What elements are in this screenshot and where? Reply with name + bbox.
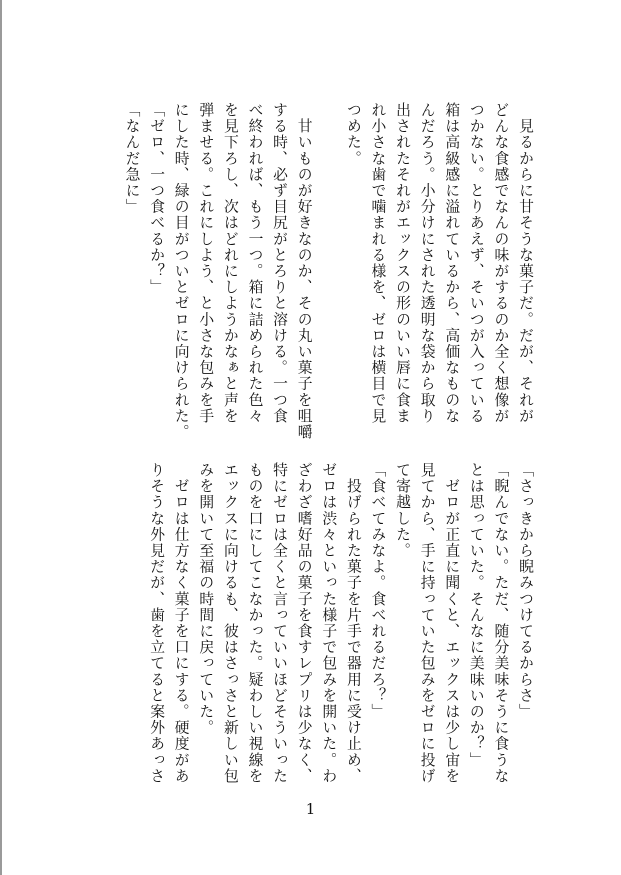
text-block-top	[119, 102, 537, 441]
text-line: 見てから、手に持っていた包みをゼロに投げ	[418, 462, 436, 784]
blank-line	[316, 102, 341, 402]
text-line: 弾ませる。これにしよう、と小さな包みを手	[197, 102, 215, 424]
text-line: ものを口にしてこなかった。疑わしい視線を	[246, 462, 264, 784]
text-line: りそうな外見だが、歯を立てると案外あっさ	[148, 462, 166, 784]
text-line: 出されたそれがエックスの形のいい唇に食ま	[394, 102, 412, 424]
text-line: 「睨んでない。ただ、随分美味そうに食うな	[492, 462, 510, 784]
text-line: ゼロが正直に聞くと、エックスは少し宙を	[443, 462, 461, 784]
text-line: ゼロは仕方なく菓子を口にする。硬度があ	[172, 462, 190, 784]
text-line: にした時、緑の目がついとゼロに向けられた。	[172, 102, 190, 441]
page-left-edge	[0, 0, 2, 875]
page-number: 1	[305, 800, 316, 818]
text-line: する時、必ず目尻がとろりと溶ける。一つ食	[271, 102, 289, 424]
text-line: 見るからに甘そうな菓子だ。だが、それが	[517, 102, 534, 424]
text-line: つかない。とりあえず、そいつが入っている	[467, 102, 485, 424]
text-line: べ終われば、もう一つ。箱に詰められた色々	[246, 102, 264, 424]
text-line: エックスに向けるも、彼はさっさと新しい包	[221, 462, 239, 784]
text-line: 箱は高級感に溢れているから、高価なものな	[443, 102, 461, 424]
text-line: 甘いものが好きなのか、その丸い菓子を咀嚼	[295, 102, 313, 441]
text-line: とは思っていた。そんなに美味いのか？」	[467, 462, 485, 768]
text-line: みを開いて至福の時間に戻っていた。	[197, 462, 215, 736]
text-line: 「食べてみなよ。食べれるだろ？」	[369, 462, 387, 720]
text-line: 特にゼロは全くと言っていいほどそういった	[271, 462, 289, 784]
text-line: ゼロは渋々といった様子で包みを開いた。わ	[320, 462, 338, 784]
text-line: 「さっきから睨みつけてるからさ」	[517, 462, 534, 720]
text-line: て寄越した。	[394, 462, 412, 559]
text-block-bottom	[144, 462, 538, 784]
text-line: ざわざ嗜好品の菓子を食すレプリは少なく、	[295, 462, 313, 784]
text-line: どんな食感でなんの味がするのか全く想像が	[492, 102, 510, 424]
text-line: 「ゼロ、一つ食べるか？」	[148, 102, 166, 296]
text-line: を見下ろし、次はどれにしようかなぁと声を	[221, 102, 239, 424]
text-line: つめた。	[344, 102, 362, 167]
text-line: 「なんだ急に」	[123, 102, 141, 215]
text-line: れ小さな歯で噛まれる様を、ゼロは横目で見	[369, 102, 387, 424]
text-line: 投げられた菓子を片手で器用に受け止め、	[344, 462, 362, 784]
text-line: んだろう。小分けにされた透明な袋から取り	[418, 102, 436, 424]
